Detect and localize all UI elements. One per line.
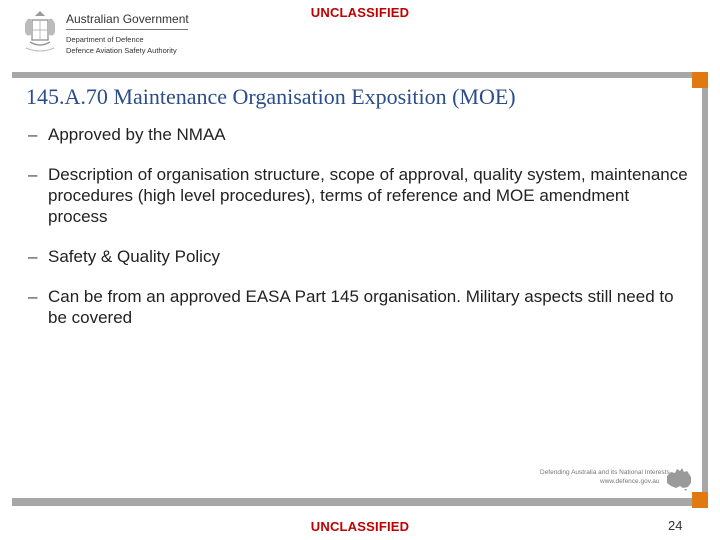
accent-square-bottom xyxy=(692,492,708,508)
accent-square-top xyxy=(692,72,708,88)
bullet-text: Approved by the NMAA xyxy=(48,125,226,144)
government-name: Australian Government xyxy=(66,12,189,26)
header-divider xyxy=(66,29,188,30)
page-number: 24 xyxy=(668,518,683,533)
bullet-dash: – xyxy=(28,165,38,184)
bullet-dash: – xyxy=(28,247,38,266)
bullet-item xyxy=(28,124,688,145)
footer-url: www.defence.gov.au xyxy=(600,478,660,485)
bullet-item xyxy=(28,286,688,328)
classification-bottom: UNCLASSIFIED xyxy=(310,519,410,534)
slide-title: 145.A.70 Maintenance Organisation Exposition (MOE) xyxy=(26,84,516,109)
footer-tagline: Defending Australia and its National Interests xyxy=(540,469,670,476)
frame-top-bar xyxy=(12,72,708,78)
bullet-dash: – xyxy=(28,287,38,306)
agency-name: Defence Aviation Safety Authority xyxy=(66,46,177,55)
classification-top: UNCLASSIFIED xyxy=(310,5,410,20)
coat-of-arms-icon xyxy=(22,10,58,54)
frame-bottom-bar xyxy=(12,498,708,506)
bullet-text: Can be from an approved EASA Part 145 organisation. Military aspects still need to be covered xyxy=(48,287,674,327)
frame-right-bar xyxy=(702,72,708,508)
bullet-list xyxy=(28,124,688,328)
department-name: Department of Defence xyxy=(66,35,144,44)
bullet-item xyxy=(28,164,688,227)
bullet-text: Safety & Quality Policy xyxy=(48,247,220,266)
bullet-text: Description of organisation structure, scope of approval, quality system, maintenance procedures (high level procedures), terms of reference and MOE amendment process xyxy=(48,165,688,226)
bullet-item xyxy=(28,246,688,267)
bullet-dash: – xyxy=(28,125,38,144)
australia-map-icon xyxy=(664,466,694,492)
australian-government-logo xyxy=(22,10,192,62)
